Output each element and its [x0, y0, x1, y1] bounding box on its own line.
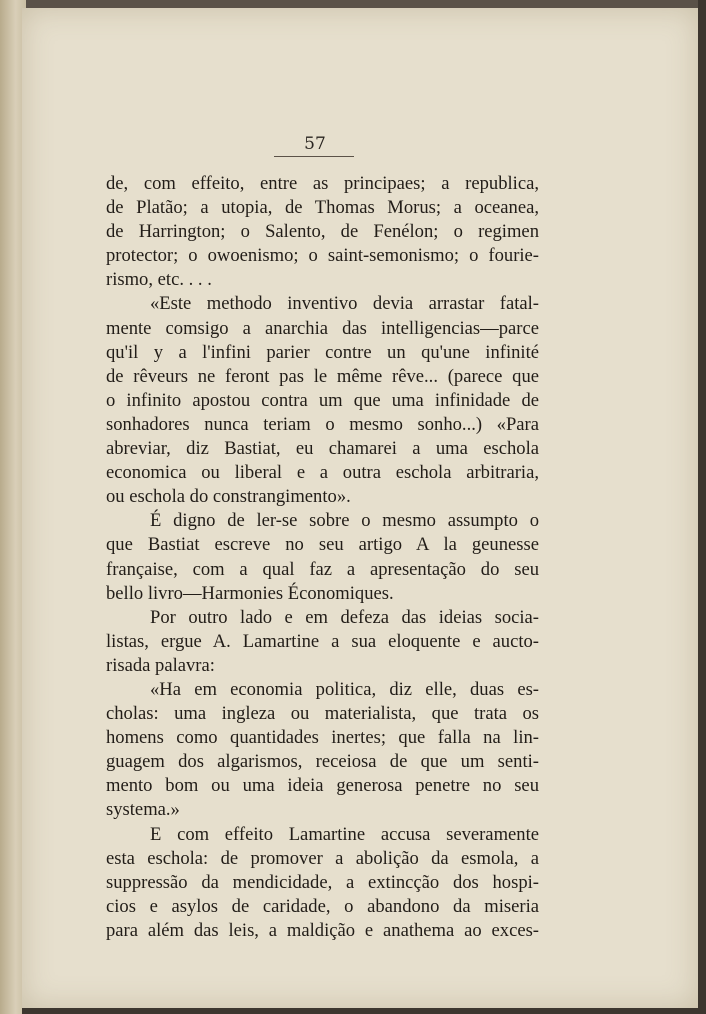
- text-line: de rêveurs ne feront pas le même rêve... (parece que: [106, 365, 539, 387]
- text-line: ou eschola do constrangimento».: [106, 486, 351, 508]
- text-line: listas, ergue A. Lamartine a sua eloquente e aucto-: [106, 630, 539, 652]
- text-line: guagem dos algarismos, receiosa de que um senti-: [106, 751, 539, 773]
- text-line: de Platão; a utopia, de Thomas Morus; a oceanea,: [106, 197, 539, 219]
- text-line: para além das leis, a maldição e anathema ao exces-: [106, 919, 539, 941]
- text-line: qu'il y a l'infini parier contre un qu'une infinité: [106, 341, 539, 363]
- page-number-rule: [274, 156, 354, 157]
- text-line: protector; o owoenismo; o saint-semonismo; o fourie-: [106, 245, 539, 267]
- text-line: française, com a qual faz a apresentação do seu: [106, 558, 539, 580]
- text-line: cios e asylos de caridade, o abandono da miseria: [106, 895, 539, 917]
- text-line: cholas: uma ingleza ou materialista, que trata os: [106, 703, 539, 725]
- text-line: suppressão da mendicidade, a extincção dos hospi-: [106, 871, 539, 893]
- text-line: «Ha em economia politica, diz elle, duas es-: [150, 678, 539, 700]
- text-line: «Este methodo inventivo devia arrastar fatal-: [150, 293, 539, 315]
- book-page: [22, 8, 698, 1008]
- text-line: risada palavra:: [106, 654, 215, 676]
- text-line: o infinito apostou contra um que uma infinidade de: [106, 389, 539, 411]
- text-line: abreviar, diz Bastiat, eu chamarei a uma eschola: [106, 438, 539, 460]
- text-line: rismo, etc. . . .: [106, 269, 212, 291]
- text-line: E com effeito Lamartine accusa severamente: [150, 823, 539, 845]
- text-line: mento bom ou uma ideia generosa penetre no seu: [106, 775, 539, 797]
- text-line: economica ou liberal e a outra eschola arbitraria,: [106, 462, 539, 484]
- text-line: mente comsigo a anarchia das intelligencias—parce: [106, 317, 539, 339]
- text-line: que Bastiat escreve no seu artigo A la geunesse: [106, 534, 539, 556]
- scan-border-right: [698, 0, 706, 1014]
- text-line: homens como quantidades inertes; que falla na lin-: [106, 727, 539, 749]
- text-line: de Harrington; o Salento, de Fenélon; o regimen: [106, 221, 539, 243]
- scan-border-bottom: [22, 1008, 698, 1014]
- text-line: de, com effeito, entre as principaes; a republica,: [106, 173, 539, 194]
- text-line: sonhadores nunca teriam o mesmo sonho...) «Para: [106, 413, 539, 435]
- body-text: [106, 172, 539, 943]
- text-line: esta eschola: de promover a abolição da esmola, a: [106, 847, 539, 869]
- text-line: systema.»: [106, 799, 180, 821]
- text-line: É digno de ler-se sobre o mesmo assumpto o: [150, 510, 539, 532]
- page-number: 57: [304, 134, 326, 154]
- text-line: bello livro—Harmonies Économiques.: [106, 582, 394, 604]
- text-line: Por outro lado e em defeza das ideias socia-: [150, 606, 539, 628]
